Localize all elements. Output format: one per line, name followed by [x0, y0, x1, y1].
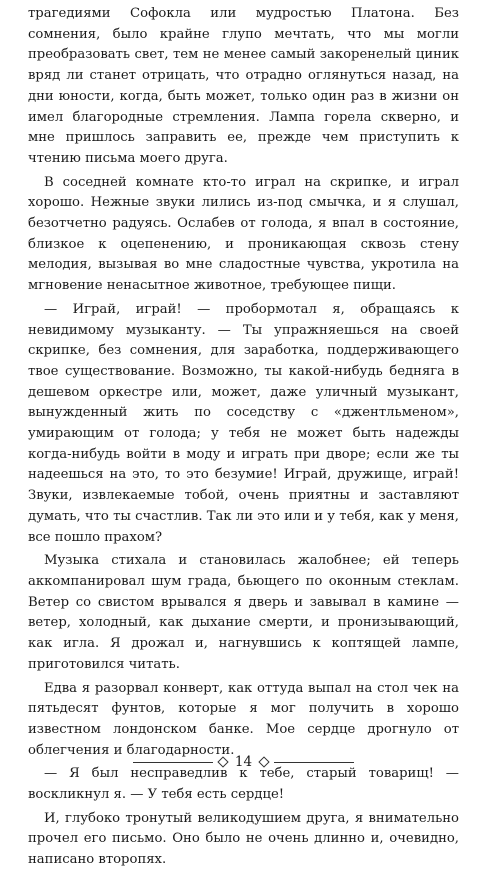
paragraph-1: трагедиями Софокла или мудростью Платона. Без сомнения, было крайне глупо мечтать, что мы могли преобразовать свет, тем не менее самый закоренелый циник вряд ли станет отрицать, что отрадно оглянуться назад, на дни юности, когда, быть может, только один раз в жизни он имел благородные стремления. Лампа горела скверно, и мне пришлось заправить ее, прежде чем приступить к чтению письма моего друга. [28, 6, 459, 166]
page-number: 14 [234, 754, 253, 770]
paragraph-3: — Играй, играй! — пробормотал я, обращаясь к невидимому музыканту. — Ты упражняешься на своей скрипке, без сомнения, для заработка, поддерживающего твое существование. Возможно, ты какой-нибудь бедняга в дешевом оркестре или, может, даже уличный музыкант, вынужденный жить по соседству с «джентльменом», умирающим от голода; у тебя не может быть надежды когда-нибудь войти в моду и играть при дворе; если же ты надеешься на это, то это безумие! Играй, дружище, играй! Звуки, извлекаемые тобой, очень приятны и заставляют думать, что ты счастлив. Так ли это или и у тебя, как у меня, все пошло прахом? [28, 301, 459, 545]
diamond-left-icon [217, 756, 228, 767]
page-body [28, 4, 459, 874]
footer-rule-right [274, 762, 354, 763]
diamond-right-icon [258, 756, 269, 767]
paragraph-7: И, глубоко тронутый великодушием друга, я внимательно прочел его письмо. Оно было не очень длинно и, очевидно, написано второпях. [28, 810, 459, 868]
paragraph-6: — Я был несправедлив к тебе, старый товарищ! — воскликнул я. — У тебя есть сердце! [28, 766, 459, 803]
footer-rule-left [133, 762, 213, 763]
paragraph-4: Музыка стихала и становилась жалобнее; ей теперь аккомпанировал шум града, бьющего по оконным стеклам. Ветер со свистом врывался я дверь и завывал в камине — ветер, холодный, как дыхание смерти, и пронизывающий, как игла. Я дрожал и, нагнувшись к коптящей лампе, приготовился читать. [28, 553, 459, 672]
paragraph-2: В соседней комнате кто-то играл на скрипке, и играл хорошо. Нежные звуки лились из-под смычка, и я слушал, безотчетно радуясь. Ослабев от голода, я впал в состояние, близкое к оцепенению, и проникающая сквозь стену мелодия, вызывая во мне сладостные чувства, укротила на мгновение ненасытное животное, требующее пищи. [28, 174, 459, 294]
page-footer [0, 752, 487, 772]
paragraph-5: Едва я разорвал конверт, как оттуда выпал на стол чек на пятьдесят фунтов, которые я мог получить в хорошо известном лондонском банке. Мое сердце дрогнуло от облегчения и благодарности. [28, 680, 459, 758]
